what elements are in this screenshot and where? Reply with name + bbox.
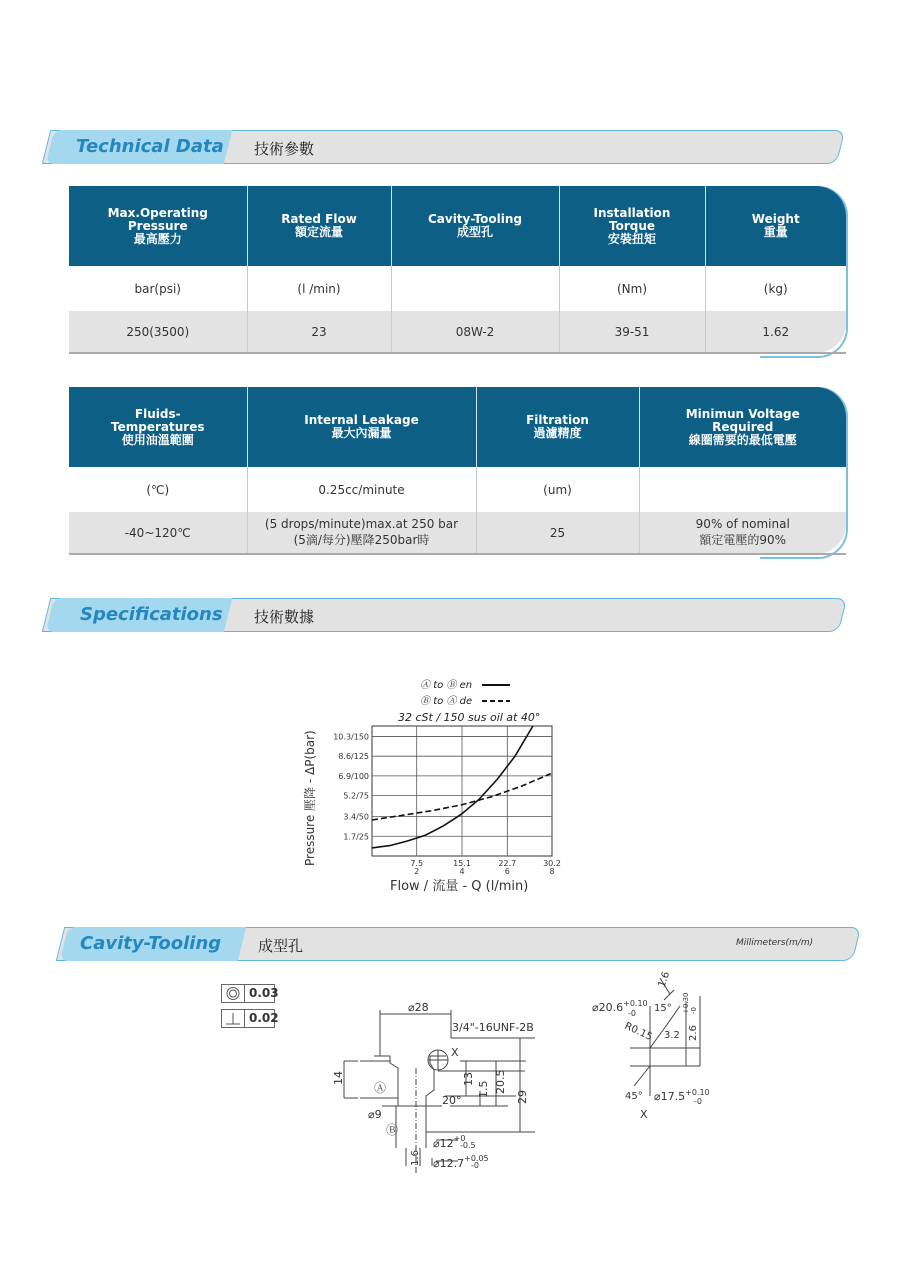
- concentricity-tolerance: 0.03: [221, 984, 275, 1003]
- chart-legend: [420, 679, 510, 707]
- x-label: X: [451, 1046, 459, 1059]
- table-cell: 250(3500): [69, 311, 247, 353]
- angle-20-label: 20°: [442, 1094, 462, 1107]
- y-tick-label: 6.9/100: [338, 771, 369, 781]
- x-tick-label: 15.1: [453, 859, 471, 868]
- x-tick-label-secondary: 6: [504, 867, 510, 876]
- header-weight: Weight 重量: [705, 186, 846, 266]
- fluid-data-table: [69, 387, 846, 555]
- x-detail-label: X: [640, 1108, 648, 1121]
- cavity-cross-section-drawing: [330, 998, 550, 1174]
- perpendicularity-icon: [222, 1010, 245, 1027]
- dim-2-6-tol-upper: +0.30: [682, 992, 690, 1014]
- dim-1-6-detail-label: 1.6: [656, 970, 673, 990]
- section-title-zh: 技術數據: [254, 608, 315, 626]
- section-title-zh: 技術參數: [254, 140, 315, 158]
- x-tick-label-secondary: 2: [414, 867, 420, 876]
- table1-header-row: [69, 186, 846, 266]
- series-b-to-a-line: [372, 774, 551, 820]
- header-fluid-temperatures: Fluids- Temperatures 使用油溫範圍: [69, 387, 247, 467]
- header-filtration: Filtration 過濾精度: [476, 387, 639, 467]
- header-rated-flow: Rated Flow 額定流量: [247, 186, 391, 266]
- table-cell: 0.25cc/minute: [247, 467, 476, 512]
- legend-1-label: Ⓐ to Ⓑ en: [420, 680, 473, 691]
- table-cell: (kg): [705, 266, 846, 311]
- diameter-12-label: $⌀12^{+0}$: [433, 1134, 466, 1150]
- header-internal-leakage: Internal Leakage 最大內漏量: [247, 387, 476, 467]
- specifications-banner: [46, 598, 843, 632]
- table-cell: 23: [247, 311, 391, 353]
- table-cell: 25: [476, 512, 639, 554]
- y-tick-label: 1.7/25: [343, 832, 369, 842]
- table1-units-row: [69, 266, 846, 311]
- table-cell: (℃): [69, 467, 247, 512]
- x-tick-label: 30.2: [543, 859, 561, 868]
- diameter-20-6-label: $⌀20.6^{+0.10}$: [592, 999, 648, 1014]
- table-cell: 1.62: [705, 311, 846, 353]
- section-title-en: Technical Data: [76, 136, 224, 157]
- diameter-17-5-label: $⌀17.5^{+0.10}$: [654, 1088, 710, 1103]
- diameter-12-7-label: $⌀12.7^{+0.05}$: [433, 1154, 489, 1170]
- dim-2-6-tol-lower: -0: [690, 1007, 698, 1014]
- chart-y-label: Pressure 壓降 - ΔP(bar): [303, 730, 317, 866]
- table-cell: (l /min): [247, 266, 391, 311]
- x-tick-label-secondary: 8: [549, 867, 555, 876]
- table-cell: (5 drops/minute)max.at 250 bar (5滴/每分)壓降250bar時: [247, 512, 476, 554]
- thread-label: 3/4"-16UNF-2B: [452, 1021, 534, 1034]
- diameter-9-label: ⌀9: [368, 1108, 382, 1121]
- y-tick-label: 8.6/125: [338, 752, 369, 762]
- section-title-en: Cavity-Tooling: [80, 933, 222, 954]
- header-minimum-voltage: Minimun Voltage Required 線圈需要的最低電壓: [639, 387, 846, 467]
- dim-3-2-label: 3.2: [664, 1030, 680, 1041]
- section-title-en: Specifications: [80, 604, 223, 625]
- pressure-flow-chart: [290, 672, 580, 900]
- diameter-17-5-tol-lower: -0: [694, 1097, 702, 1106]
- series-a-to-b-line: [372, 726, 533, 848]
- port-a-label: Ⓐ: [374, 1081, 387, 1095]
- table-cell: bar(psi): [69, 266, 247, 311]
- table2-units-row: [69, 467, 846, 512]
- technical-data-table: [69, 186, 846, 354]
- x-tick-label: 22.7: [498, 859, 517, 868]
- table-cell: [391, 266, 559, 311]
- y-tick-label: 3.4/50: [343, 812, 369, 822]
- x-tick-label: 7.5: [410, 859, 424, 868]
- concentricity-icon: [222, 985, 245, 1002]
- legend-2-label: Ⓑ to Ⓐ de: [420, 696, 473, 707]
- dim-20-5-label: 20.5: [494, 1069, 507, 1094]
- port-b-label: Ⓑ: [386, 1123, 399, 1137]
- table2-values-row: [69, 512, 846, 554]
- diameter-20-6-tol-lower: -0: [628, 1009, 636, 1018]
- section-title-zh: 成型孔: [258, 937, 304, 955]
- radius-0-15-label: R0.15: [622, 1020, 654, 1044]
- diameter-12-7-tol-lower: -0: [471, 1161, 479, 1170]
- header-cavity-tooling: Cavity-Tooling 成型孔: [391, 186, 559, 266]
- dim-14-label: 14: [332, 1071, 345, 1085]
- table-cell: 39-51: [559, 311, 705, 353]
- angle-15-label: 15°: [654, 1003, 672, 1014]
- header-installation-torque: Installation Torque 安裝扭矩: [559, 186, 705, 266]
- dim-1-5-label: 1.5: [477, 1080, 490, 1098]
- x-tick-label-secondary: 4: [459, 867, 465, 876]
- table-cell: [639, 467, 846, 512]
- y-tick-label: 10.3/150: [333, 732, 369, 742]
- table2-header-row: [69, 387, 846, 467]
- header-max-operating-pressure: Max.Operating Pressure 最高壓力: [69, 186, 247, 266]
- diameter-28-label: ⌀28: [408, 1001, 429, 1014]
- table-cell: 08W-2: [391, 311, 559, 353]
- table-cell: (Nm): [559, 266, 705, 311]
- cavity-detail-x-drawing: [590, 966, 730, 1126]
- chart-plot-area: [333, 726, 561, 876]
- table-cell: 90% of nominal 額定電壓的90%: [639, 512, 846, 554]
- angle-45-label: 45°: [625, 1091, 643, 1102]
- technical-data-banner: [46, 130, 841, 164]
- chart-x-label: Flow / 流量 - Q (l/min): [390, 879, 529, 894]
- diameter-12-tol-lower: -0.5: [460, 1141, 476, 1150]
- cavity-tooling-banner: [60, 927, 857, 961]
- dim-29-label: 29: [516, 1090, 529, 1104]
- table-cell: -40~120℃: [69, 512, 247, 554]
- y-tick-label: 5.2/75: [343, 791, 369, 801]
- table1-values-row: [69, 311, 846, 353]
- dim-2-6-label: 2.6: [688, 1025, 699, 1041]
- table-cell: (um): [476, 467, 639, 512]
- chart-subtitle: 32 cSt / 150 sus oil at 40°: [398, 711, 541, 724]
- dim-13-label: 13: [462, 1072, 475, 1086]
- units-note: Millimeters(m/m): [736, 938, 814, 948]
- dim-1-6-label: 1.6: [410, 1150, 421, 1166]
- perpendicularity-tolerance: 0.02: [221, 1009, 275, 1028]
